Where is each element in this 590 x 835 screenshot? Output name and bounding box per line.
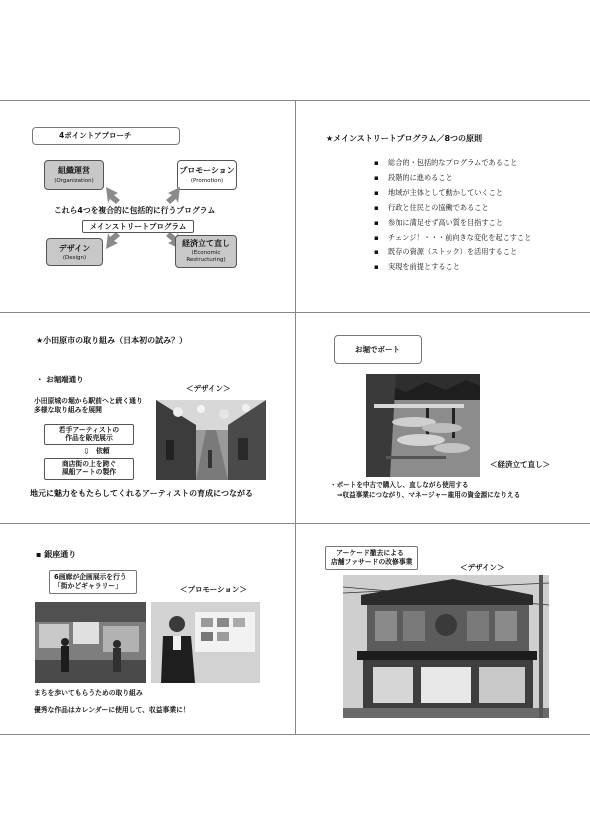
divider-column — [295, 100, 296, 734]
moat-boat-photo — [366, 374, 480, 477]
facade-line-2: 店舗ファサードの改修事業 — [331, 558, 413, 566]
organization-en-label: (Organization) — [54, 178, 94, 185]
mainstreet-program-label: メインストリートプログラム — [89, 222, 187, 231]
presentation-photo — [151, 602, 260, 683]
economic-en-label-1: (Economic — [191, 250, 221, 257]
slide4-title: お堀でボート — [355, 345, 400, 354]
boat-note-1: ・ボートを中古で購入し、直しながら使用する — [330, 481, 469, 489]
balloon-art-line-2: 風船アートの製作 — [61, 467, 117, 476]
design-label: デザイン — [58, 244, 91, 253]
economic-label: 経済立て直し — [182, 239, 230, 248]
promotion-label: プロモーション — [179, 166, 235, 175]
slide2-title: ★メインストリートプログラム／8つの原則 — [326, 134, 483, 143]
artist-development-note: 地元に魅力をもたらしてくれるアーティストの育成につながる — [30, 489, 253, 498]
promotion-en-label: (Promotion) — [190, 178, 224, 185]
slide3-title: ★小田原市の取り組み（日本初の試み？） — [36, 336, 188, 345]
facade-box — [325, 546, 418, 570]
calendar-note: 優秀な作品はカレンダーに使用して、収益事業に！ — [34, 706, 190, 714]
principle-item: ▪ 段階的に進めること — [374, 171, 531, 186]
street-desc-2: 多様な取り組みを展開 — [34, 406, 102, 414]
design-en-label: (Design) — [62, 255, 87, 262]
balloon-art-line-1: 商店街の上を跨ぐ — [61, 460, 117, 468]
street-gallery-photo — [35, 602, 146, 683]
facade-line-1: アーケード撤去による — [336, 549, 404, 557]
design-tag: ＜デザイン＞ — [186, 384, 231, 393]
principle-item: ▪ 既存の資源（ストック）を活用すること — [374, 245, 531, 260]
arrow-top-right — [166, 187, 180, 204]
slide4-title-box — [334, 335, 422, 364]
economic-restructuring-box — [175, 235, 237, 268]
gallery-line-2: 「街かどギャラリー」 — [54, 582, 122, 590]
arrow-bottom-left — [106, 232, 120, 249]
principle-item: ▪ 参加に満足せず高い質を目指すこと — [374, 216, 531, 231]
boat-note-2: ⇒収益事業につながり、マネージャー雇用の資金源になりえる — [337, 491, 521, 499]
principle-item: ▪ 行政と住民との協働であること — [374, 201, 531, 216]
principle-item: ▪ 地域が主体として動かしていくこと — [374, 186, 531, 201]
walk-initiative-note: まちを歩いてもらうための取り組み — [34, 689, 143, 697]
principle-item: ▪ チェンジ！・・・前向きな変化を起こすこと — [374, 231, 531, 246]
artist-sale-line-1: 若手アーティストの — [58, 426, 120, 434]
organization-box — [44, 160, 104, 190]
ohoribata-bullet: ・ お堀端通り — [36, 375, 84, 384]
storefront-photo — [343, 575, 549, 718]
economic-en-label-2: Restructuring) — [186, 256, 226, 263]
balloon-art-box — [44, 458, 134, 480]
promotion-tag: ＜プロモーション＞ — [180, 585, 247, 594]
mainstreet-program-box — [82, 220, 194, 233]
principles-list — [374, 156, 531, 275]
divider-row-4 — [0, 734, 590, 735]
gallery-box — [49, 570, 137, 594]
artist-sale-box — [44, 424, 134, 445]
down-arrow-icon: ⇩ — [83, 447, 90, 456]
slide5-title: ▪ 銀座通り — [36, 550, 77, 559]
program-center-text: これら4つを複合的に包括的に行うプログラム — [54, 206, 216, 215]
request-label: 依頼 — [96, 447, 110, 455]
organization-label: 組織運営 — [58, 166, 90, 175]
arrow-top-left — [106, 187, 120, 204]
gallery-line-1: 6画廊が企画展示を行う — [54, 573, 127, 581]
principle-item: ▪ 実現を前提とすること — [374, 260, 531, 275]
slide1-title-box — [32, 127, 180, 145]
design-tag-facade: ＜デザイン＞ — [460, 563, 505, 572]
shopping-street-photo — [156, 400, 266, 480]
economic-tag: ＜経済立て直し＞ — [490, 460, 550, 469]
design-box — [46, 238, 103, 266]
principle-item: ▪ 総合的・包括的なプログラムであること — [374, 156, 531, 171]
slide1-title: 4ポイントアプローチ — [59, 131, 132, 140]
street-desc-1: 小田原城の堀から駅前へと続く通り — [34, 397, 143, 405]
artist-sale-line-2: 作品を販売展示 — [65, 433, 113, 442]
